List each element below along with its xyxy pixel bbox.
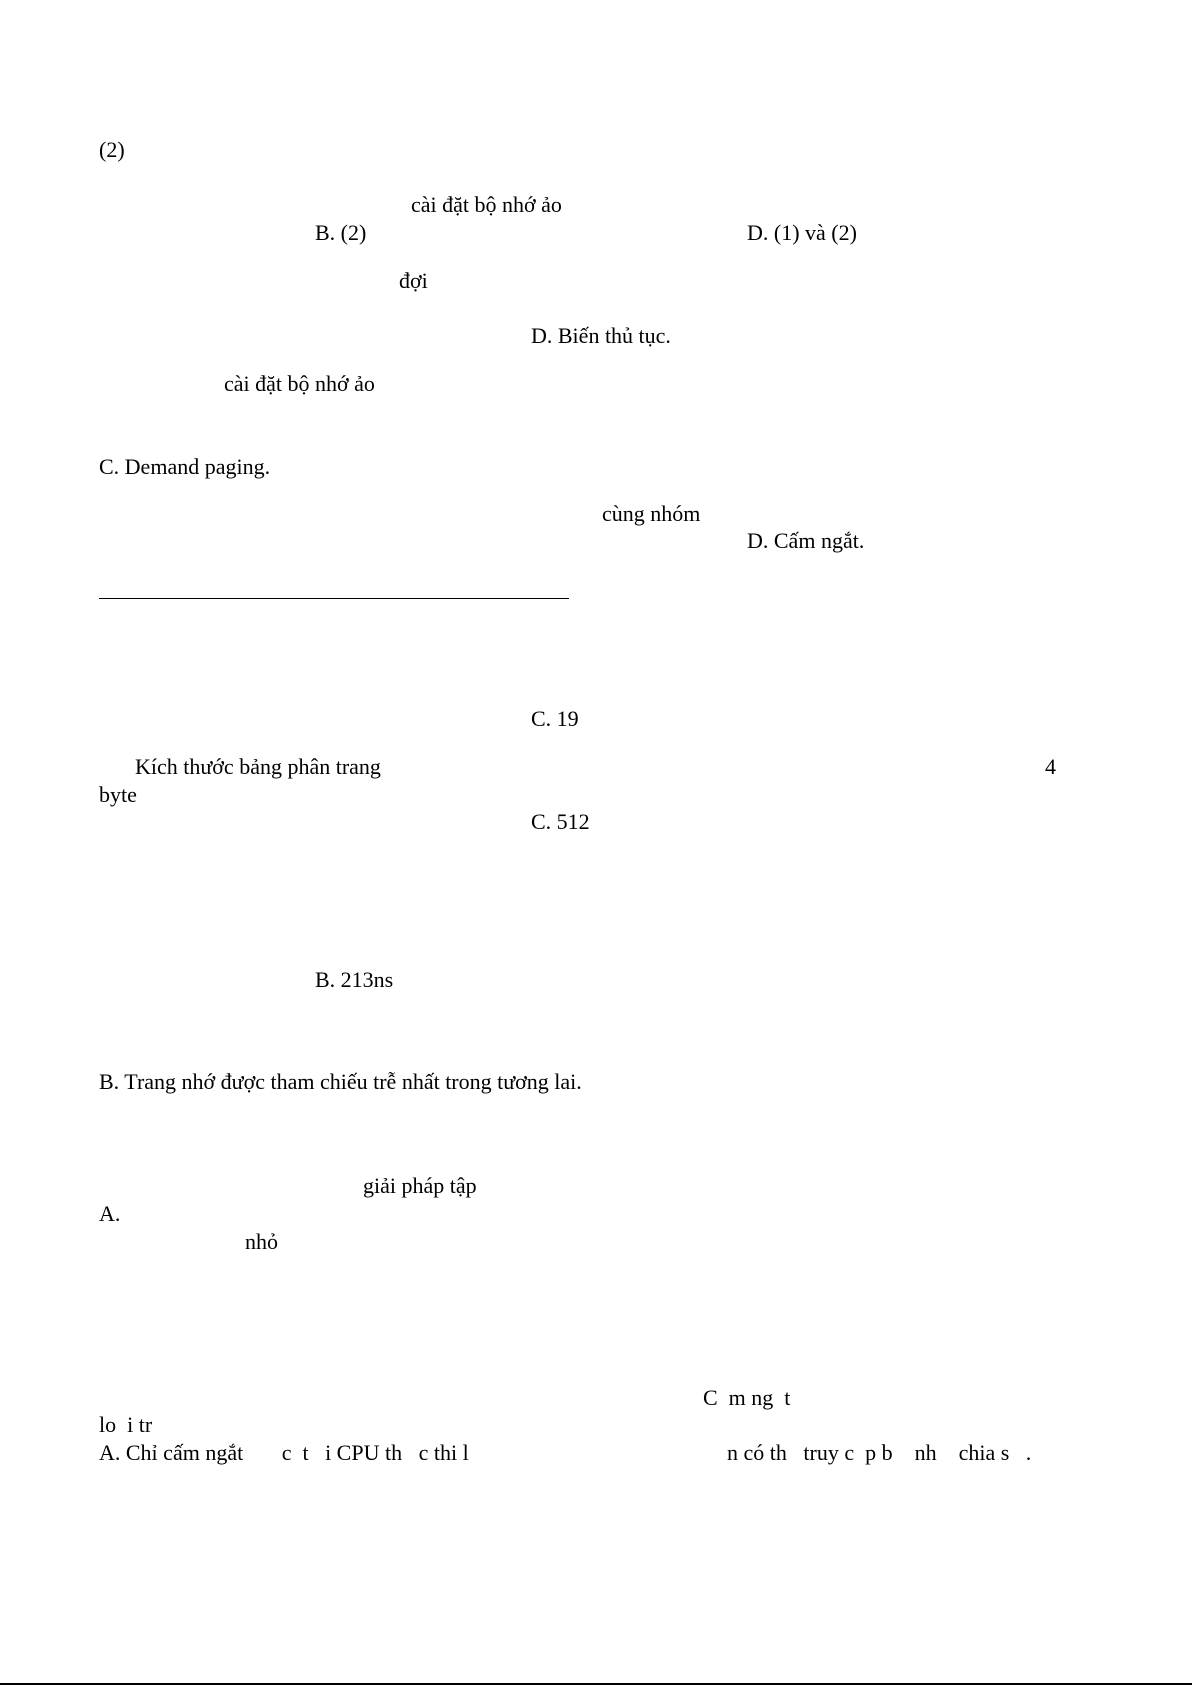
- answer-option: A. Chỉ cấm ngắt c t i CPU th c thi l: [99, 1440, 469, 1465]
- text-fragment: đợi: [399, 268, 428, 293]
- answer-option: B. Trang nhớ được tham chiếu trễ nhất trong tương lai.: [99, 1069, 582, 1094]
- text-fragment: (2): [99, 137, 125, 162]
- text-fragment: n có th truy c p b nh chia s .: [727, 1440, 1032, 1465]
- horizontal-rule: [99, 598, 569, 599]
- text-fragment: nhỏ: [245, 1229, 278, 1254]
- text-fragment: cài đặt bộ nhớ ảo: [224, 371, 375, 396]
- answer-option: C. 512: [531, 809, 590, 834]
- text-fragment: giải pháp tập: [363, 1173, 477, 1198]
- text-fragment: Kích thước bảng phân trang: [135, 754, 381, 779]
- answer-option: B. 213ns: [315, 967, 394, 992]
- text-fragment: 4: [1045, 754, 1056, 779]
- answer-option: D. (1) và (2): [747, 220, 857, 245]
- text-fragment: lo i tr: [99, 1412, 153, 1437]
- text-fragment: cài đặt bộ nhớ ảo: [411, 192, 562, 217]
- text-fragment: cùng nhóm: [602, 501, 701, 526]
- answer-option: D. Cấm ngắt.: [747, 528, 865, 553]
- answer-option: C. Demand paging.: [99, 454, 271, 479]
- answer-option: A.: [99, 1201, 121, 1226]
- text-fragment: byte: [99, 782, 137, 807]
- answer-option: B. (2): [315, 220, 367, 245]
- answer-option: D. Biến thủ tục.: [531, 323, 671, 348]
- answer-option: C. 19: [531, 706, 579, 731]
- text-fragment: C m ng t: [703, 1385, 791, 1410]
